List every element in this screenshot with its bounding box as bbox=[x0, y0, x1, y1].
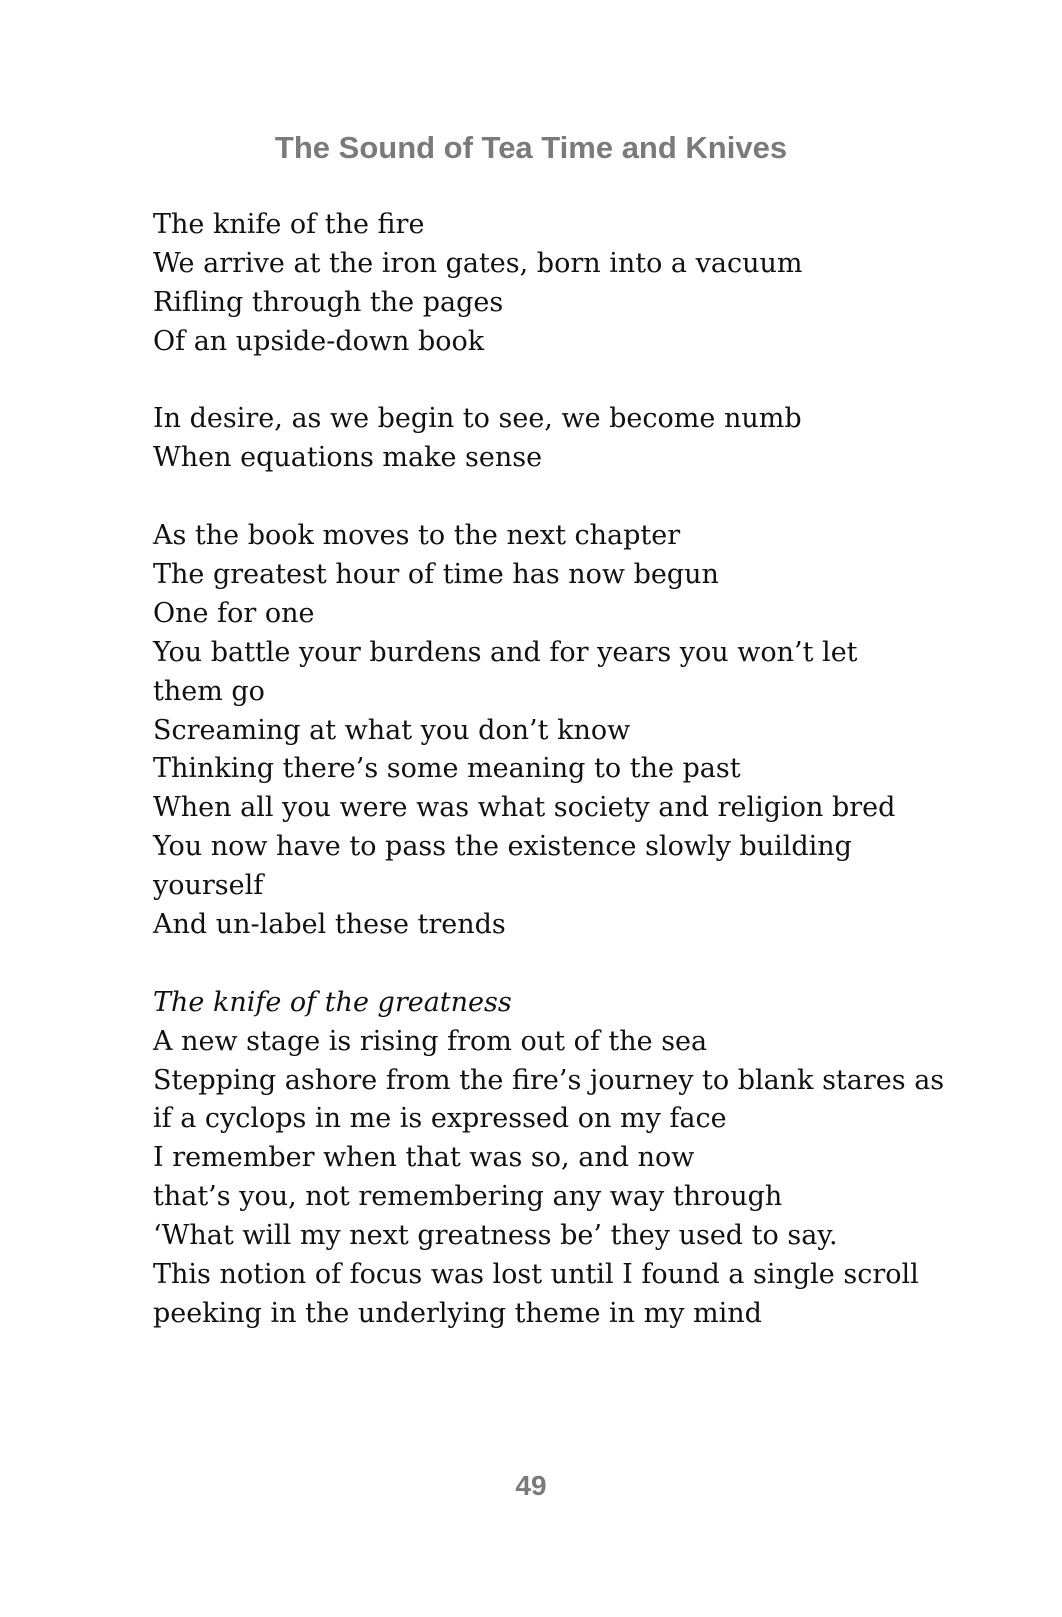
poem-line: Rifling through the pages bbox=[153, 286, 504, 318]
poem-line: Stepping ashore from the fire’s journey to blank stares as bbox=[153, 1064, 945, 1096]
poem-line-italic: The knife of the greatness bbox=[153, 986, 512, 1018]
stanza-break bbox=[153, 945, 1033, 984]
poem-line: peeking in the underlying theme in my mind bbox=[153, 1297, 762, 1329]
poem-line: You battle your burdens and for years you won’t let bbox=[153, 636, 858, 668]
poem-line: ‘What will my next greatness be’ they used to say. bbox=[153, 1220, 838, 1252]
poem-line: When all you were was what society and religion bred bbox=[153, 792, 896, 824]
poem-line: This notion of focus was lost until I found a single scroll bbox=[153, 1259, 919, 1291]
stanza-1 bbox=[153, 206, 1033, 362]
poem-line: that’s you, not remembering any way through bbox=[153, 1181, 783, 1213]
poem-line: You now have to pass the existence slowly building bbox=[153, 831, 852, 863]
stanza-4 bbox=[153, 984, 1033, 1334]
stanza-break bbox=[153, 478, 1033, 517]
poem-line: The greatest hour of time has now begun bbox=[153, 559, 719, 591]
poem-line: One for one bbox=[153, 597, 315, 629]
poem-body bbox=[153, 206, 1033, 1334]
page-number: 49 bbox=[515, 1470, 547, 1501]
poem-line: them go bbox=[153, 675, 265, 707]
poem-line: yourself bbox=[153, 870, 264, 902]
poem-line: And un-label these trends bbox=[153, 909, 506, 941]
poem-line: if a cyclops in me is expressed on my face bbox=[153, 1103, 727, 1135]
poem-title: The Sound of Tea Time and Knives bbox=[274, 130, 788, 165]
poem-line: As the book moves to the next chapter bbox=[153, 520, 681, 552]
poem-line: We arrive at the iron gates, born into a vacuum bbox=[153, 247, 803, 279]
stanza-3 bbox=[153, 517, 1033, 945]
poem-line: Screaming at what you don’t know bbox=[153, 714, 631, 746]
poem-line: Of an upside-down book bbox=[153, 325, 485, 357]
poem-line: In desire, as we begin to see, we become numb bbox=[153, 403, 802, 435]
poem-line: The knife of the fire bbox=[153, 209, 425, 240]
poem-line: When equations make sense bbox=[153, 442, 543, 474]
poem-line: I remember when that was so, and now bbox=[153, 1142, 695, 1174]
stanza-2 bbox=[153, 400, 1033, 478]
stanza-break bbox=[153, 362, 1033, 401]
poem-line: A new stage is rising from out of the sea bbox=[153, 1025, 708, 1057]
poem-line: Thinking there’s some meaning to the past bbox=[153, 753, 741, 785]
